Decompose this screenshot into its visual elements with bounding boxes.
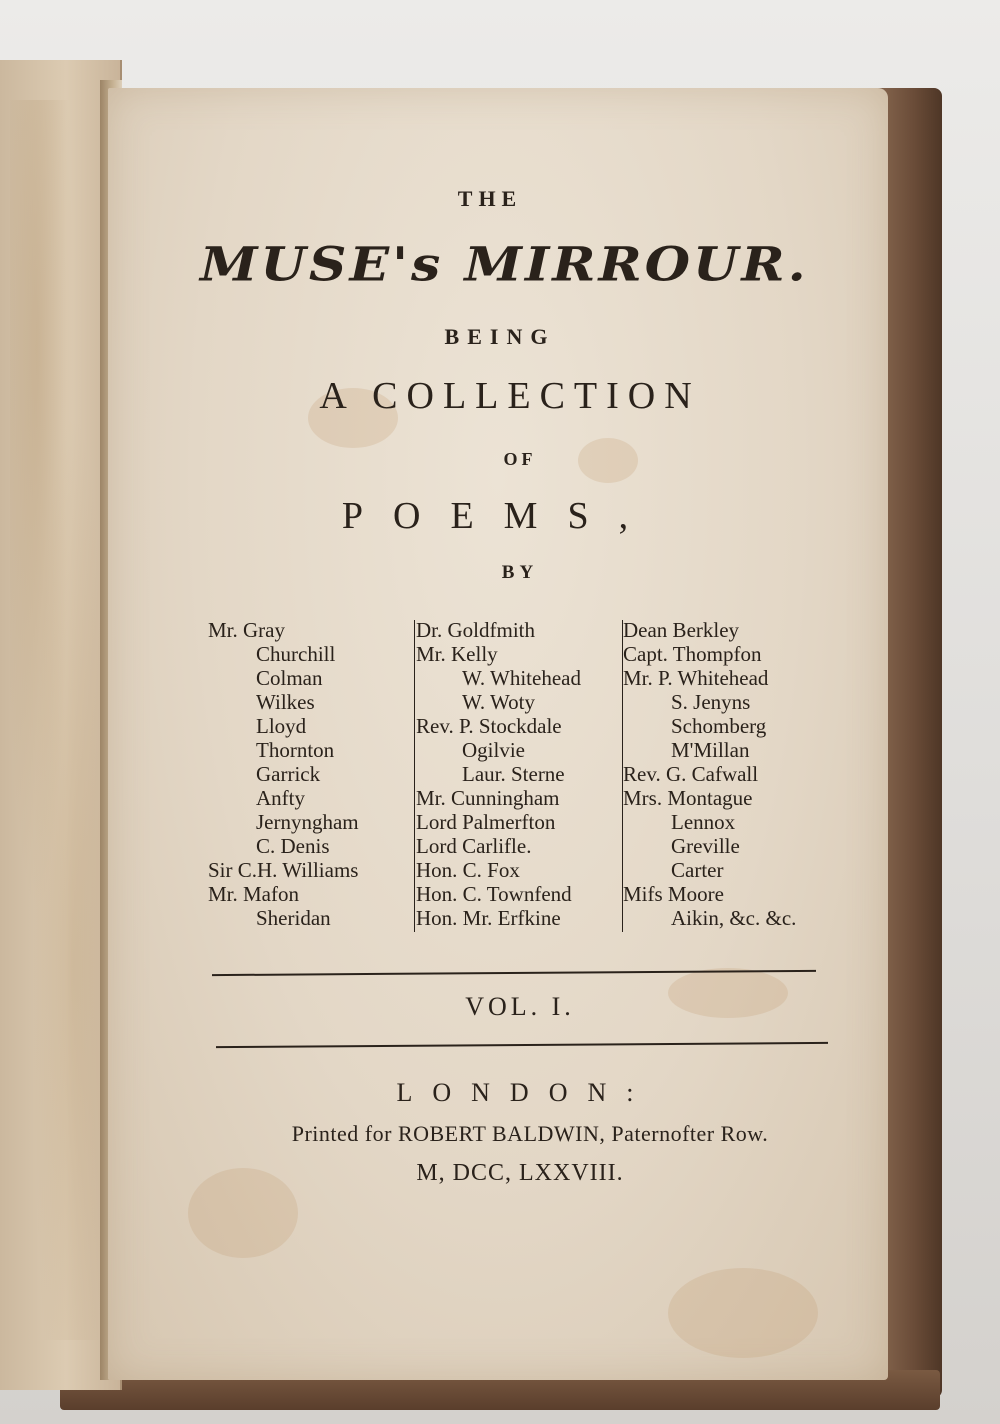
author: Mr. Kelly (416, 642, 498, 666)
author: Hon. C. Townfend (416, 882, 572, 906)
author: Dean Berkley (623, 618, 740, 642)
author: C. Denis (256, 834, 330, 858)
author: Aikin, &c. &c. (671, 906, 797, 930)
column-divider (414, 620, 415, 932)
author: Rev. G. Cafwall (623, 762, 759, 786)
title-poems: POEMS, (341, 495, 659, 537)
author: Sheridan (256, 906, 331, 930)
imprint-place: LONDON: (396, 1078, 654, 1107)
author: W. Whitehead (462, 666, 581, 690)
title-by: BY (501, 562, 539, 583)
author: Jernyngham (256, 810, 359, 834)
author: Greville (671, 834, 740, 858)
author: Hon. Mr. Erfkine (416, 906, 561, 930)
author: W. Woty (462, 690, 535, 714)
author: Mrs. Montague (623, 786, 753, 810)
imprint-printer: Printed for ROBERT BALDWIN, Paternofter Row. (291, 1121, 769, 1146)
title-being: BEING (444, 324, 556, 349)
imprint-year: M, DCC, LXXVIII. (416, 1160, 624, 1186)
author: M'Millan (671, 738, 750, 762)
author: Wilkes (256, 690, 315, 714)
author: Sir C.H. Williams (208, 858, 359, 882)
author: Lord Carlifle. (416, 834, 532, 858)
author: Mr. P. Whitehead (623, 666, 769, 690)
author-column-2 (416, 618, 621, 930)
author: Schomberg (671, 714, 767, 738)
author: Dr. Goldfmith (416, 618, 535, 642)
author: Mr. Gray (208, 618, 285, 642)
volume-label: VOL. I. (465, 992, 575, 1021)
author: Carter (671, 858, 724, 882)
author: Thornton (256, 738, 335, 762)
author-column-1 (208, 618, 408, 930)
author-column-3 (623, 618, 838, 930)
title-collection: A COLLECTION (319, 375, 701, 417)
author: Colman (256, 666, 323, 690)
author: Mr. Cunningham (416, 786, 560, 810)
author: Capt. Thompfon (623, 642, 762, 666)
author: S. Jenyns (671, 690, 751, 714)
author: Lloyd (256, 714, 307, 738)
main-title: MUSE's MIRROUR. (200, 237, 809, 292)
author: Laur. Sterne (462, 762, 565, 786)
author: Rev. P. Stockdale (416, 714, 562, 738)
title-of: OF (503, 449, 537, 469)
author: Mr. Mafon (208, 882, 299, 906)
author: Churchill (256, 642, 336, 666)
title-the: THE (457, 186, 523, 211)
author: Ogilvie (462, 738, 525, 762)
author: Garrick (256, 762, 321, 786)
author: Lennox (671, 810, 736, 834)
author-list (208, 618, 838, 938)
author: Lord Palmerfton (416, 810, 556, 834)
author: Mifs Moore (623, 882, 724, 906)
author: Hon. C. Fox (416, 858, 520, 882)
author: Anfty (256, 786, 305, 810)
